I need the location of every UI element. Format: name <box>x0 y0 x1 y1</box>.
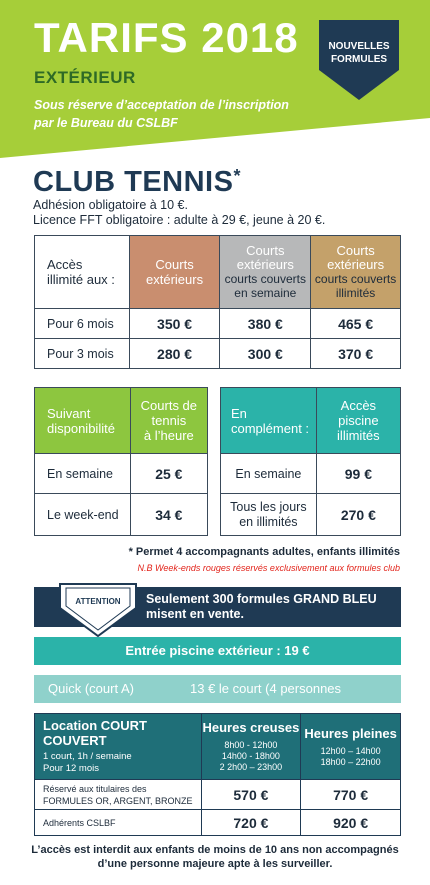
row-label-line1: Tous les jours <box>230 499 307 514</box>
corner-line1: Accès <box>47 257 83 272</box>
license-note: Licence FFT obligatoire : adulte à 29 €, jeune à 20 €. <box>33 213 326 227</box>
table-row <box>221 454 401 494</box>
age-restriction-note <box>0 843 430 871</box>
rental-sub1: 1 court, 1h / semaine <box>43 751 132 762</box>
pool-access-table <box>220 387 401 536</box>
corner-line2: illimité aux : <box>47 272 115 287</box>
price-cell: 350 € <box>129 309 220 339</box>
page-subtitle: EXTÉRIEUR <box>34 68 136 87</box>
peak-title: Heures pleines <box>304 725 397 741</box>
price-cell: 270 € <box>316 494 400 536</box>
off-peak-slot2: 14h00 - 18h00 <box>221 751 280 761</box>
hourly-courts-header <box>130 388 207 454</box>
table-header-row <box>35 236 401 309</box>
row-label-line1: Réservé aux titulaires des <box>43 783 147 794</box>
pool-line3: illimités <box>337 428 380 443</box>
row-label-line2: FORMULES OR, ARGENT, BRONZE <box>43 795 193 806</box>
table-row <box>35 454 208 494</box>
price-cell: 34 € <box>130 494 207 536</box>
club-tennis-title <box>33 166 241 199</box>
row-label <box>35 780 202 810</box>
price-cell: 770 € <box>301 780 401 810</box>
peak-slot2: 18h00 – 22h00 <box>320 756 381 767</box>
badge-line1: NOUVELLES <box>328 41 390 52</box>
hourly-line2: tennis <box>151 413 187 428</box>
hourly-courts-table <box>34 387 208 536</box>
complement-header <box>221 388 317 454</box>
availability-line1: Suivant <box>47 405 91 421</box>
table-row <box>35 810 401 836</box>
row-label-line2: en illimités <box>239 514 298 529</box>
row-label: Le week-end <box>35 494 131 536</box>
price-cell: 570 € <box>201 780 301 810</box>
covered-court-rental-table <box>34 713 401 836</box>
club-tennis-title-text: CLUB TENNIS <box>33 166 234 198</box>
rental-title: Location COURT COUVERT <box>43 718 147 748</box>
page-title: TARIFS 2018 <box>34 14 299 61</box>
col2-line2: extérieurs <box>236 257 294 272</box>
hourly-line1: Courts de <box>140 398 198 413</box>
table-row <box>35 494 208 536</box>
pool-line1: Accès <box>340 398 377 413</box>
col2-line3: courts couverts <box>224 272 306 286</box>
price-cell: 300 € <box>220 339 311 369</box>
pool-line2: piscine <box>338 413 379 428</box>
col2-line1: Courts <box>246 243 285 258</box>
footnote-companions: * Permet 4 accompagnants adultes, enfants illimités <box>128 546 400 558</box>
row-label: En semaine <box>35 454 131 494</box>
row-label <box>221 454 317 494</box>
attention-text <box>146 592 396 622</box>
header-note <box>34 96 314 132</box>
unlimited-access-table <box>34 235 401 369</box>
table-row <box>221 494 401 536</box>
pool-entry-bar: Entrée piscine extérieur : 19 € <box>34 637 401 665</box>
col3-line1: Courts <box>336 243 375 258</box>
off-peak-slot3: 2 2h00 – 23h00 <box>219 762 283 772</box>
price-cell: 720 € <box>201 810 301 836</box>
price-cell: 99 € <box>316 454 400 494</box>
table-row <box>35 309 401 339</box>
col1-line1: Courts <box>155 257 194 272</box>
header-banner <box>0 0 430 160</box>
col3-line3: courts couverts <box>314 272 397 286</box>
col3-line4: illimités <box>335 286 376 300</box>
col-outdoor-courts <box>129 236 220 309</box>
row-label <box>35 810 202 836</box>
hourly-line3: à l’heure <box>143 428 194 443</box>
age-note-line1: L’accès est interdit aux enfants de moins de 10 ans non accompagnés <box>31 844 399 856</box>
attention-line2: misent en vente. <box>146 607 244 621</box>
price-cell: 380 € <box>220 309 311 339</box>
table-header-row <box>35 714 401 780</box>
col3-line2: extérieurs <box>327 257 385 272</box>
membership-note: Adhésion obligatoire à 10 €. <box>33 198 188 212</box>
col2-line4: en semaine <box>234 286 297 300</box>
quick-price: 13 € le court (4 personnes <box>190 681 342 696</box>
off-peak-slot1: 8h00 - 12h00 <box>224 740 278 750</box>
attention-shield-icon <box>56 574 140 640</box>
availability-header <box>35 388 131 454</box>
header-note-line2: par le Bureau du CSLBF <box>34 116 178 130</box>
table-header-row <box>221 388 401 454</box>
col-outdoor-covered-unlimited <box>311 236 401 309</box>
age-note-line2: d’une personne majeure apte à les surveiller. <box>97 858 333 870</box>
quick-court-bar <box>34 675 401 703</box>
off-peak-title: Heures creuses <box>202 720 300 735</box>
row-label-line1: En semaine <box>235 466 302 481</box>
row-label: Pour 3 mois <box>35 339 130 369</box>
price-cell: 280 € <box>129 339 220 369</box>
price-cell: 370 € <box>311 339 401 369</box>
col1-line2: extérieurs <box>146 272 204 287</box>
table-row <box>35 780 401 810</box>
price-cell: 920 € <box>301 810 401 836</box>
table-corner-cell <box>35 236 130 309</box>
table-row <box>35 339 401 369</box>
price-cell: 465 € <box>311 309 401 339</box>
peak-slot1: 12h00 – 14h00 <box>320 745 381 756</box>
complement-line1: En <box>231 405 247 421</box>
new-formulas-badge <box>317 40 401 66</box>
row-label <box>221 494 317 536</box>
rental-header <box>35 714 202 780</box>
rental-sub2: Pour 12 mois <box>43 763 99 774</box>
price-cell: 25 € <box>130 454 207 494</box>
availability-line2: disponibilité <box>47 420 115 436</box>
attention-label: ATTENTION <box>75 597 121 606</box>
off-peak-header <box>201 714 301 780</box>
complement-line2: complément : <box>231 420 310 436</box>
table-header-row <box>35 388 208 454</box>
peak-header <box>301 714 401 780</box>
badge-line2: FORMULES <box>330 54 388 65</box>
row-label: Pour 6 mois <box>35 309 130 339</box>
row-label-line1: Adhérents CSLBF <box>43 817 116 828</box>
header-note-line1: Sous réserve d’acceptation de l’inscription <box>34 98 289 112</box>
attention-line1: Seulement 300 formules GRAND BLEU <box>146 592 377 606</box>
col-outdoor-covered-weekday <box>220 236 311 309</box>
club-tennis-star: * <box>233 166 241 186</box>
quick-label: Quick (court A) <box>48 681 134 696</box>
footnote-red-weekends: N.B Week-ends rouges réservés exclusivement aux formules club <box>137 563 400 573</box>
pool-access-header <box>316 388 400 454</box>
